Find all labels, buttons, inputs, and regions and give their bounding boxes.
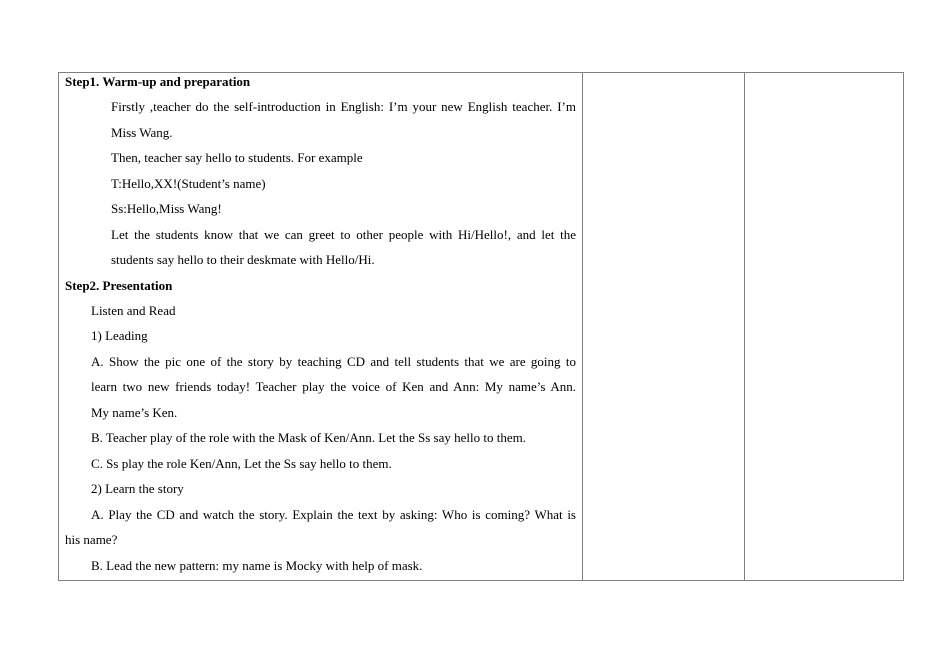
step2-heading: Step2. Presentation	[65, 277, 173, 293]
table-row	[59, 73, 904, 581]
step2-line-7: C. Ss play the role Ken/Ann, Let the Ss say hello to them.	[91, 455, 392, 471]
step2-line-1: Listen and Read	[91, 302, 176, 318]
step2-line-9: A. Play the CD and watch the story. Explain the text by asking: Who is coming? What is	[91, 506, 576, 522]
step2-line-6: B. Teacher play of the role with the Mask of Ken/Ann. Let the Ss say hello to them.	[91, 430, 526, 445]
empty-cell-right	[745, 73, 904, 581]
step1-line-3: Then, teacher say hello to students. For example	[111, 150, 363, 165]
step1-line-6: Let the students know that we can greet to other people with Hi/Hello!, and let the	[111, 226, 576, 242]
step1-heading: Step1. Warm-up and preparation	[65, 74, 251, 89]
procedure-cell	[59, 73, 583, 581]
step1-line-5: Ss:Hello,Miss Wang!	[111, 201, 222, 216]
step2-line-5: My name’s Ken.	[91, 404, 178, 420]
lesson-plan-table	[58, 72, 904, 581]
step1-line-1: Firstly ,teacher do the self-introduction in English: I’m your new English teacher. I’m	[111, 99, 576, 114]
step1-line-2: Miss Wang.	[111, 124, 173, 140]
step1-line-7: students say hello to their deskmate with Hello/Hi.	[111, 252, 375, 267]
empty-cell-middle	[583, 73, 745, 581]
step2-line-10: his name?	[65, 532, 118, 547]
step2-line-4: learn two new friends today! Teacher play the voice of Ken and Ann: My name’s Ann.	[91, 379, 576, 394]
step2-line-11: B. Lead the new pattern: my name is Mocky with help of mask.	[91, 557, 423, 573]
step2-line-8: 2) Learn the story	[91, 481, 184, 496]
step1-line-4: T:Hello,XX!(Student’s name)	[111, 175, 266, 191]
step2-line-2: 1) Leading	[91, 328, 148, 343]
step2-line-3: A. Show the pic one of the story by teaching CD and tell students that we are going to	[91, 353, 576, 369]
